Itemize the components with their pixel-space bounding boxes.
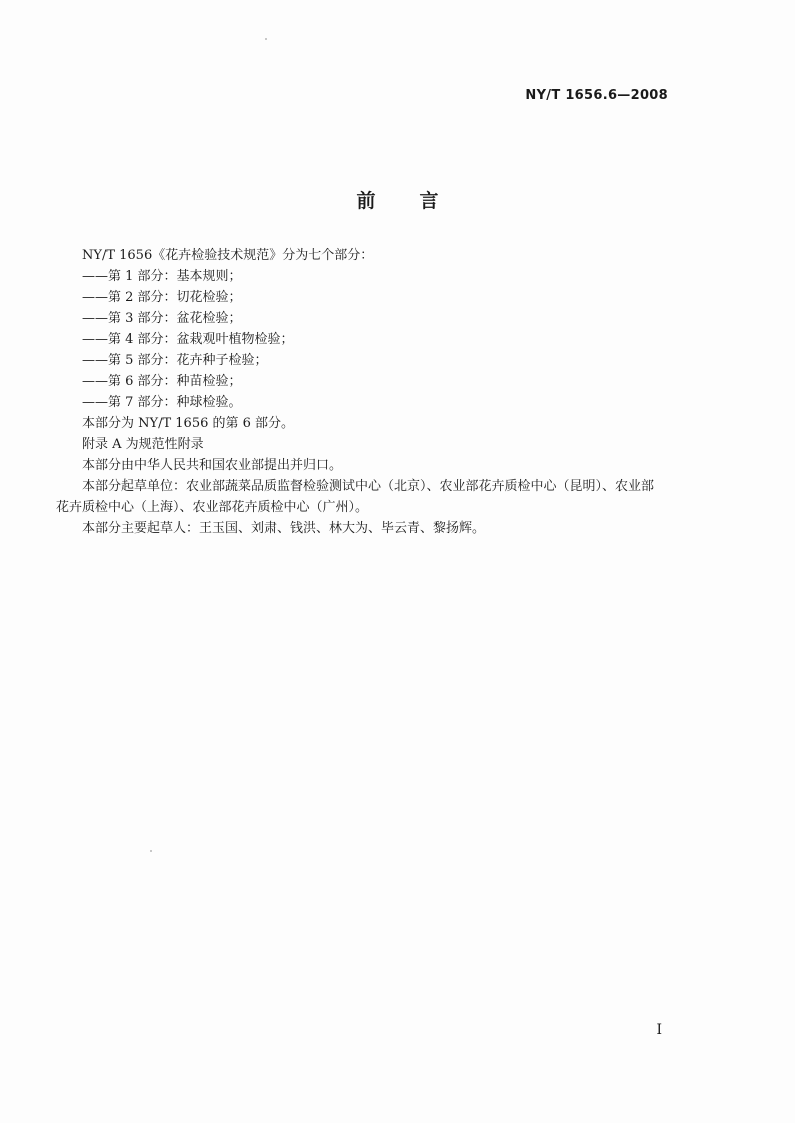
list-item: ——第 7 部分：种球检验。	[82, 395, 242, 410]
page-number: I	[656, 1022, 662, 1038]
drafters-statement: 本部分主要起草人：王玉国、刘肃、钱洪、林大为、毕云青、黎扬辉。	[82, 521, 486, 536]
proposed-by-statement: 本部分由中华人民共和国农业部提出并归口。	[82, 458, 343, 473]
scan-speck	[265, 38, 267, 40]
list-item: ——第 5 部分：花卉种子检验；	[82, 353, 268, 368]
document-number: NY/T 1656.6—2008	[525, 88, 668, 103]
title-text: 前言	[356, 190, 483, 212]
list-item: ——第 4 部分：盆栽观叶植物检验；	[82, 332, 294, 347]
list-item: ——第 2 部分：切花检验；	[82, 290, 242, 305]
annex-statement: 附录 A 为规范性附录	[82, 437, 204, 452]
list-item: ——第 1 部分：基本规则；	[82, 269, 242, 284]
scan-speck	[150, 850, 152, 852]
list-item: ——第 3 部分：盆花检验；	[82, 311, 242, 326]
drafting-units-continuation: 花卉质检中心（上海）、农业部花卉质检中心（广州）。	[56, 500, 369, 515]
this-part-statement: 本部分为 NY/T 1656 的第 6 部分。	[82, 416, 295, 431]
list-item: ——第 6 部分：种苗检验；	[82, 374, 242, 389]
foreword-body	[56, 245, 700, 539]
page-title	[0, 186, 795, 213]
intro-line: NY/T 1656《花卉检验技术规范》分为七个部分：	[82, 248, 374, 263]
drafting-units-statement: 本部分起草单位：农业部蔬菜品质监督检验测试中心（北京）、农业部花卉质检中心（昆明）、农业部	[82, 479, 655, 494]
